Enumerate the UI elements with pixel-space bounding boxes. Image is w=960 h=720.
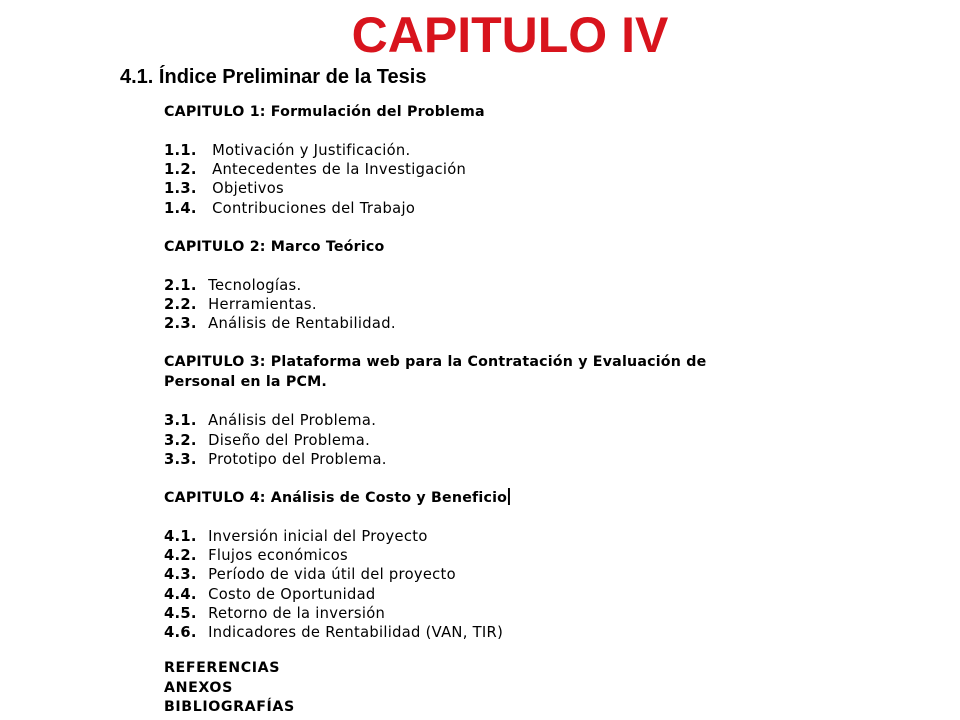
item-number: 1.3.: [164, 179, 197, 198]
item-number: 2.2.: [164, 295, 197, 314]
item-number: 4.1.: [164, 527, 197, 546]
item-text: Indicadores de Rentabilidad (VAN, TIR): [208, 623, 504, 642]
chapter-heading-line: CAPITULO 3: Plataforma web para la Contratación y Evaluación de: [164, 354, 707, 371]
item-number: 2.3.: [164, 314, 197, 333]
chapter-3: [164, 352, 850, 469]
toc-item: [164, 314, 850, 333]
chapter-4: [164, 488, 850, 642]
chapter-heading: [164, 352, 850, 392]
item-text: Análisis de Rentabilidad.: [208, 314, 396, 333]
text-cursor: [508, 488, 510, 505]
item-number: 4.5.: [164, 603, 197, 622]
toc-item: [164, 450, 850, 469]
item-number: 3.2.: [164, 430, 197, 449]
item-number: 3.1.: [164, 411, 197, 430]
toc-item: [164, 411, 850, 430]
item-text: Prototipo del Problema.: [208, 449, 387, 468]
toc-item: [164, 199, 850, 218]
item-number: 4.2.: [164, 546, 197, 565]
toc-item: [164, 276, 850, 295]
item-text: Período de vida útil del proyecto: [208, 565, 456, 584]
toc-item: [164, 179, 850, 198]
toc-item: [164, 623, 850, 642]
item-text: Contribuciones del Trabajo: [212, 198, 416, 217]
item-text: Objetivos: [212, 179, 284, 198]
chapter-items: [164, 527, 850, 642]
item-text: Diseño del Problema.: [208, 430, 371, 449]
chapter-heading: CAPITULO 1: Formulación del Problema: [164, 104, 485, 120]
back-matter-bibliography: BIBLIOGRAFÍAS: [164, 699, 295, 716]
item-number: 3.3.: [164, 449, 197, 468]
item-text: Herramientas.: [208, 295, 317, 314]
chapter-items: [164, 276, 850, 334]
toc-item: [164, 604, 850, 623]
item-number: 1.4.: [164, 198, 197, 217]
item-number: 1.2.: [164, 160, 197, 179]
item-text: Motivación y Justificación.: [212, 141, 411, 159]
item-text: Análisis del Problema.: [208, 411, 377, 430]
item-text: Inversión inicial del Proyecto: [208, 527, 428, 546]
item-text: Costo de Oportunidad: [208, 584, 376, 603]
item-text: Antecedentes de la Investigación: [212, 160, 467, 179]
item-text: Flujos económicos: [208, 546, 349, 565]
section-subtitle: 4.1. Índice Preliminar de la Tesis: [120, 66, 427, 88]
chapter-heading: CAPITULO 2: Marco Teórico: [164, 238, 385, 255]
chapter-heading-text: CAPITULO 4: Análisis de Costo y Beneficio: [164, 490, 508, 507]
chapter-2: [164, 237, 850, 334]
back-matter-references: REFERENCIAS: [164, 660, 281, 677]
item-text: Retorno de la inversión: [208, 603, 386, 622]
toc-item: [164, 585, 850, 604]
toc-item: [164, 141, 850, 160]
item-number: 1.1.: [164, 141, 197, 159]
item-number: 2.1.: [164, 275, 197, 294]
chapter-items: [164, 141, 850, 218]
chapter-1: [164, 102, 850, 218]
item-number: 4.6.: [164, 623, 197, 642]
toc-item: [164, 527, 850, 546]
toc-item: [164, 431, 850, 450]
slide-title: CAPITULO IV: [351, 7, 669, 63]
toc-item: [164, 160, 850, 179]
item-number: 4.3.: [164, 565, 197, 584]
table-of-contents: [164, 102, 850, 717]
back-matter: [164, 659, 850, 717]
chapter-heading-line: Personal en la PCM.: [164, 374, 328, 391]
toc-item: [164, 565, 850, 584]
item-number: 4.4.: [164, 584, 197, 603]
item-text: Tecnologías.: [208, 275, 302, 294]
toc-item: [164, 295, 850, 314]
toc-item: [164, 546, 850, 565]
back-matter-annexes: ANEXOS: [164, 679, 233, 696]
chapter-heading: [164, 488, 850, 508]
chapter-items: [164, 411, 850, 469]
